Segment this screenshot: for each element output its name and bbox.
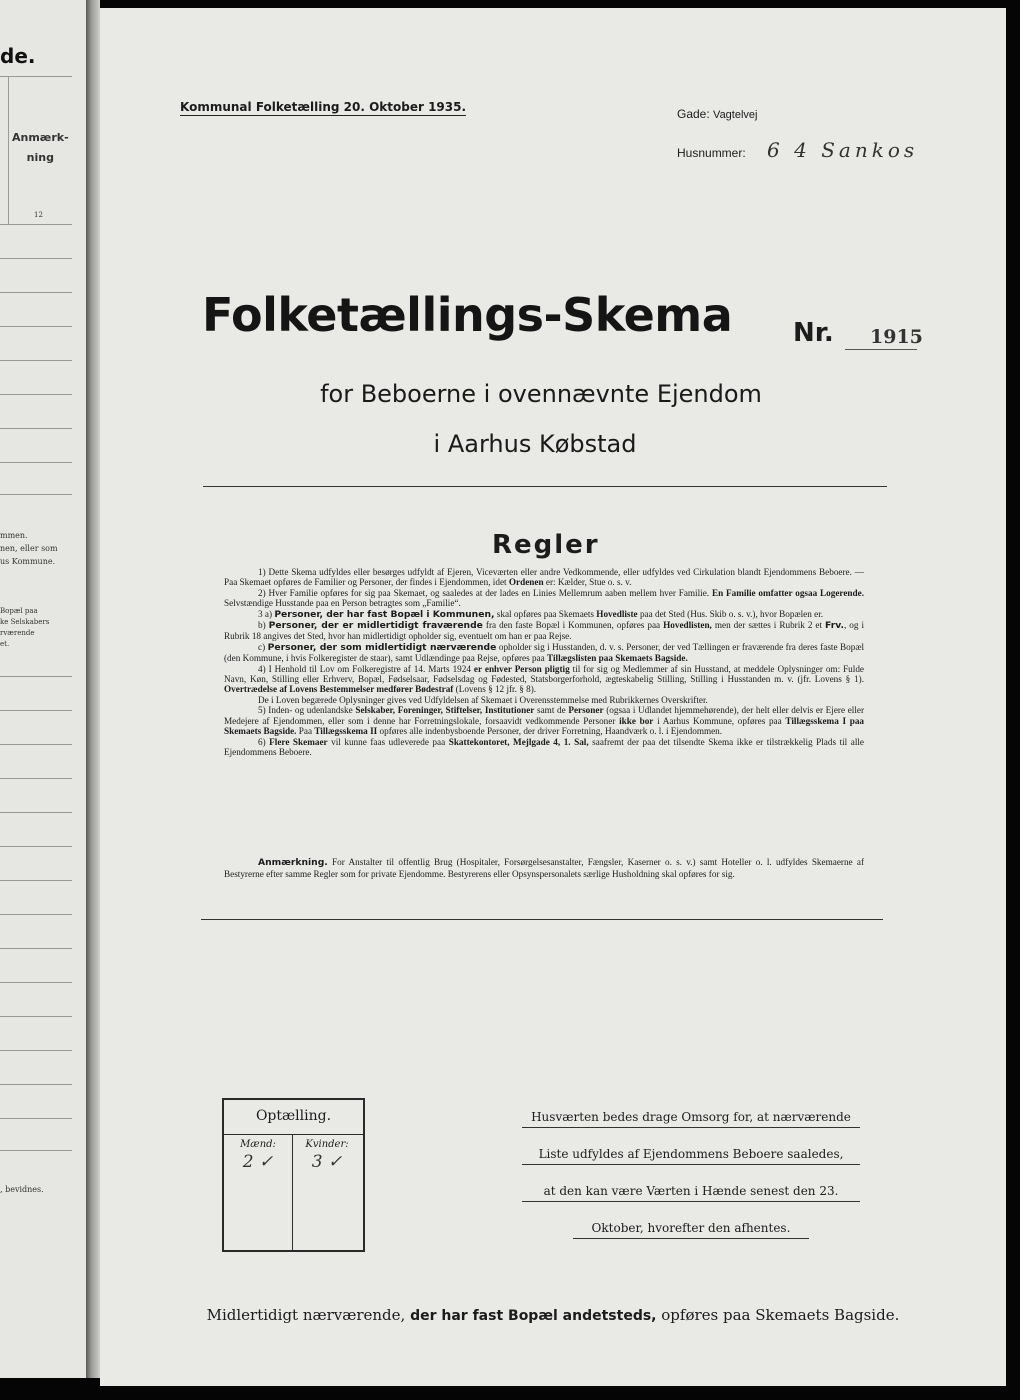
notice-line: at den kan være Værten i Hænde senest den 23. <box>522 1184 860 1202</box>
left-page-snippet: us Kommune. <box>0 557 56 566</box>
left-page-snippet: et. <box>0 640 10 648</box>
house-number-handwritten: 6 4 Sankos <box>767 138 919 162</box>
footer-text: Midlertidigt nærværende, <box>206 1306 406 1324</box>
rule-3c: c) Personer, der som midlertidigt nærværende opholder sig i Husstanden, d. v. s. Personer, der ved Tællingen er fraværende fra deres faste Bopæl (den Kommune, i hvis Folkeregister de staar), samt Udlændinge paa Rejse, opføres paa Tillægslisten paa Skemaets Bagside. <box>224 641 865 664</box>
left-page-column-number: 12 <box>34 211 43 219</box>
street-label: Gade: <box>677 107 710 121</box>
street-row <box>677 107 757 121</box>
rule-1: 1) Dette Skema udfyldes eller besørges udfyldt af Ejeren, Viceværten eller andre Vedkommende, eller udfyldes ved Cirkulation blandt Ejendommens Beboere. — Paa Skemaet opføres de Familier og Personer, der findes i Ejendommen, idet Ordenen er: Kælder, Stue o. s. v. <box>224 567 864 588</box>
left-page-heading: de. <box>0 44 36 68</box>
rules-text <box>224 567 864 757</box>
rule-3b: b) Personer, der er midlertidigt fraværende fra den faste Bopæl i Kommunen, opføres paa Hovedlisten, men der sættes i Rubrik 2 et Frv., og i Rubrik 18 angives det Sted, hvor han midlertidigt opholder sig, eventuelt om han er paa Rejse. <box>224 620 865 642</box>
form-number-value: 1915 <box>870 326 923 348</box>
house-number-row <box>677 138 918 162</box>
left-page-col-rule <box>8 76 9 224</box>
notice-line: Oktober, hvorefter den afhentes. <box>573 1221 810 1239</box>
left-page-rule <box>0 76 72 77</box>
left-page-snippet: rværende <box>0 629 35 637</box>
left-page-column-label: Anmærk- ning <box>12 131 69 164</box>
left-page-snippet: nen, eller som <box>0 544 58 553</box>
census-form-page <box>100 8 1006 1386</box>
count-title: Optælling. <box>255 1108 332 1124</box>
men-count-handwritten: 2 ✓ <box>242 1152 274 1172</box>
count-box-divider <box>224 1134 363 1135</box>
remark-text: For Anstalter til offentlig Brug (Hospitaler, Forsørgelsesanstalter, Fængsler, Kaserner o. s. v.) samt Hoteller o. l. udfyldes Skemaerne af Bestyrerne efter samme Regler som for private Ejendomme. Bestyrerens eller Opsynspersonalets særlige Husholdning skal opføres for sig. <box>224 857 865 879</box>
subtitle-residents: for Beboerne i ovennævnte Ejendom <box>320 380 762 408</box>
remark-label: Anmærkning. <box>258 857 328 868</box>
census-header: Kommunal Folketælling 20. Oktober 1935. <box>180 100 467 114</box>
divider-bottom <box>201 919 883 920</box>
rule-4: 4) I Henhold til Lov om Folkeregistre af 14. Marts 1924 er enhver Person pligtig til for sig og Medlemmer af sin Husstand, at meddele Oplysninger om: Fulde Navn, Køn, Stilling eller Erhverv, Bopæl, Fødselsaar, Fødselsdag og Fødested, Statsborgerforhold, ægteskabelig Stilling, Stilling i Husstanden m. v. (jfr. Lovens § 1). Overtrædelse af Lovens Bestemmelser medfører Bødestraf (Lovens § 12 jfr. § 8). <box>224 663 865 695</box>
rule-2: 2) Hver Familie opføres for sig paa Skemaet, og saaledes at der lades en Linies Mellemrum aaben mellem hver Familie. En Familie omfatter ogsaa Logerende. Selvstændige Husstande paa en Person betragtes som „Familie“. <box>224 587 864 609</box>
footer-text: opføres paa Skemaets Bagside. <box>661 1306 900 1324</box>
form-number-line <box>845 349 917 350</box>
footer-bold-text: der har fast Bopæl andetsteds, <box>410 1308 657 1324</box>
form-number-label: Nr. <box>793 318 834 348</box>
footer-note <box>100 1306 1006 1324</box>
notice-line: Liste udfyldes af Ejendommens Beboere saaledes, <box>522 1147 860 1165</box>
rule-4-extra: De i Loven begærede Oplysninger gives ved Udfyldelsen af Skemaet i Overensstemmelse med Rubrikkernes Overskrifter. <box>258 694 708 705</box>
count-box <box>222 1098 365 1252</box>
previous-page-strip <box>0 0 87 1378</box>
rules-heading: Regler <box>492 530 600 560</box>
rule-6: 6) Flere Skemaer vil kunne faas udleverede paa Skattekontoret, Mejlgade 4, 1. Sal, saafremt der paa det tilsendte Skema ikke er tilstrækkelig Plads til alle Ejendommens Beboere. <box>224 736 865 757</box>
left-page-snippet: Bopæl paa <box>0 607 38 615</box>
book-gutter <box>86 0 100 1378</box>
men-label: Mænd: <box>240 1139 276 1150</box>
form-title: Folketællings-Skema <box>202 288 733 342</box>
rule-3a: 3 a) Personer, der har fast Bopæl i Kommunen, skal opføres paa Skemaets Hovedliste paa det Sted (Hus. Skib o. s. v.), hvor Bopælen er. <box>258 608 824 620</box>
landlord-notice <box>522 1110 860 1258</box>
left-page-snippet: , bevidnes. <box>0 1185 44 1194</box>
house-number-label: Husnummer: <box>677 146 746 160</box>
subtitle-city: i Aarhus Købstad <box>433 430 637 458</box>
women-label: Kvinder: <box>305 1139 349 1150</box>
rule-5: 5) Inden- og udenlandske Selskaber, Foreninger, Stiftelser, Institutioner samt de Personer (ogsaa i Udlandet hjemmehørende), der helt eller delvis er Ejere eller Medejere af Ejendommen, eller som i denne har Forretningslokale, forsaavidt vedkommende Personer ikke bor i Aarhus Kommune, opføres paa Tillægsskema I paa Skemaets Bagside. Paa Tillægsskema II opføres alle indenbysboende Personer, der driver Forretning, Haandværk o. l. i Ejendommen. <box>224 705 865 737</box>
women-count-handwritten: 3 ✓ <box>311 1152 343 1172</box>
remark-paragraph <box>224 857 864 880</box>
notice-line: Husværten bedes drage Omsorg for, at nærværende <box>522 1110 860 1128</box>
left-page-snippet: ke Selskabers <box>0 618 50 626</box>
street-value: Vagtelvej <box>713 109 758 121</box>
divider-top <box>203 486 887 487</box>
left-page-snippet: mmen. <box>0 531 28 540</box>
